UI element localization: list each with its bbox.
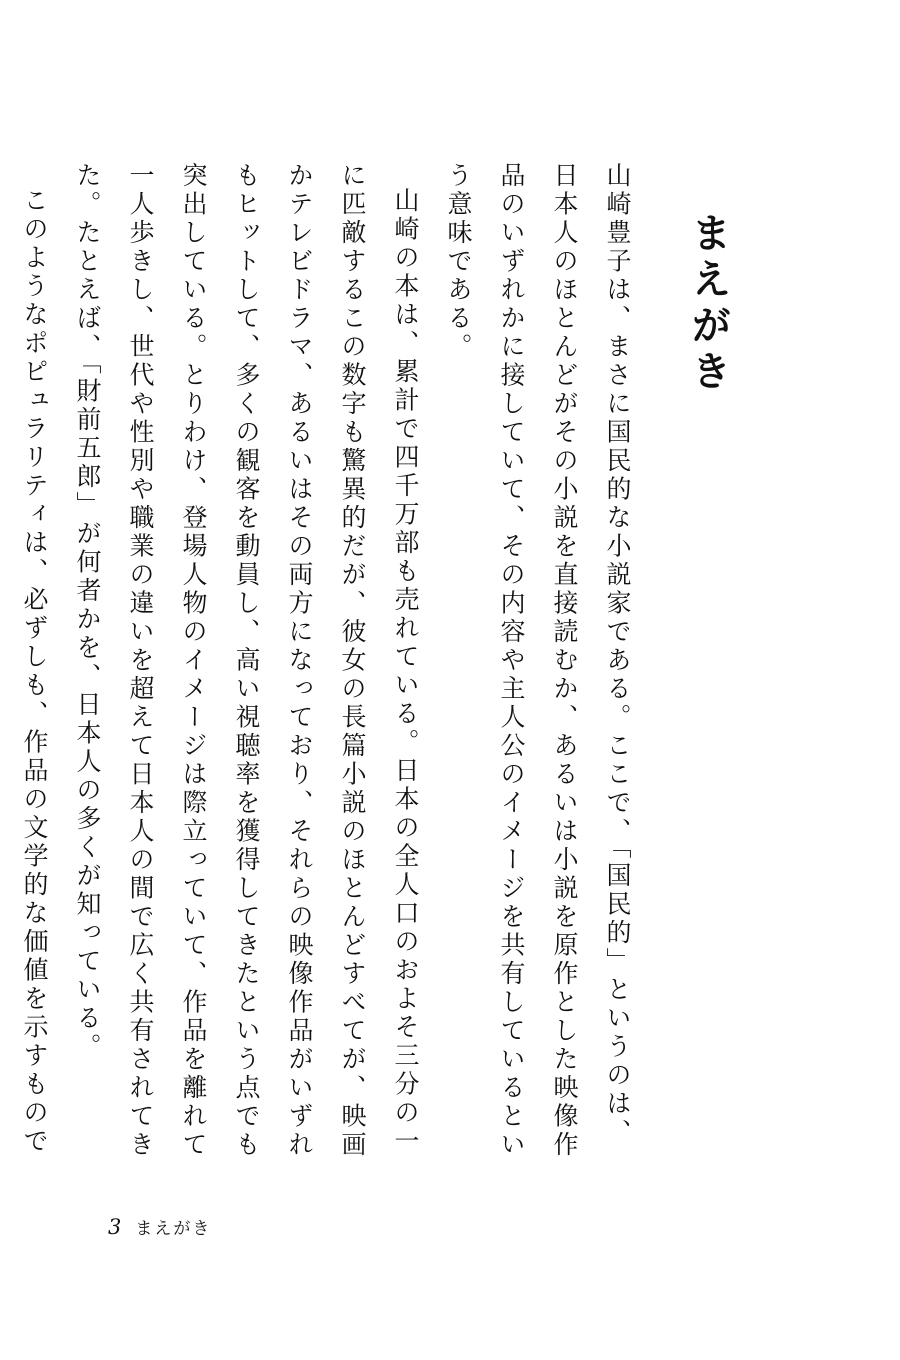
running-title: まえがき (135, 1219, 212, 1239)
paragraph-2: 山崎の本は、累計で四千万部も売れている。日本の全人口のおよそ三分の一に匹敵するこの数字も驚異的だが、彼女の長篇小説のほとんどすべてが、映画かテレビドラマ、あるいはその両方になっており、それらの映像作品がいずれもヒットして、多くの観客を動員し、高い視聴率を獲得してきたという点でも突出している。とりわけ、登場人物のイメージは際立っていて、作品を離れて一人歩きし、世代や性別や職業の違いを超えて日本人の間で広く共有されてきた。たとえば、「財前五郎」が何者かを、日本人の多くが知っている。 (73, 162, 420, 1160)
paragraph-3: このようなポピュラリティは、必ずしも、作品の文学的な価値を示すもので (20, 187, 49, 1156)
paragraph-1: 山崎豊子は、まさに国民的な小説家である。ここで、「国民的」というのは、日本人のほとんどがその小説を直接読むか、あるいは小説を原作とした映像作品のいずれかに接していて、その内容や主人公のイメージを共有しているという意味である。 (444, 162, 632, 1160)
page-number: 3 (108, 1215, 122, 1239)
body-text (0, 162, 644, 1172)
chapter-title: まえがき (685, 212, 732, 396)
page-footer (108, 1214, 211, 1239)
